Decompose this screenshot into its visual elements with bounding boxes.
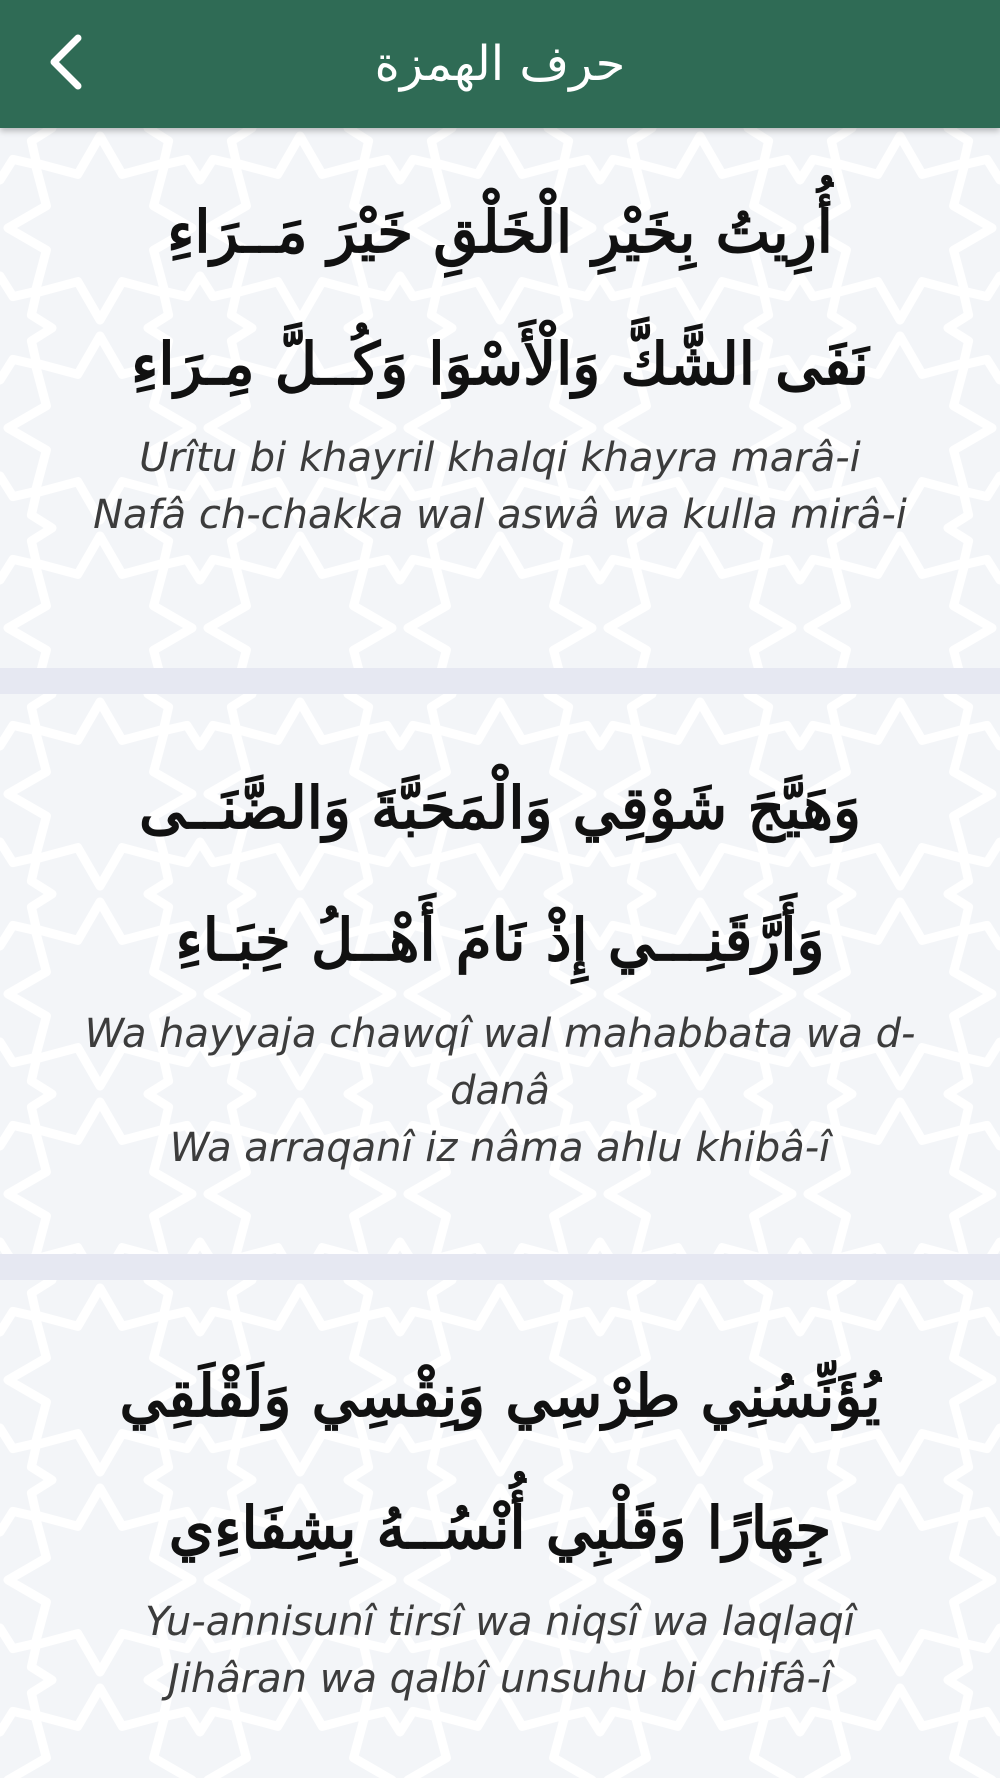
transliteration-line: Urîtu bi khayril khalqi khayra marâ-i: [139, 435, 861, 481]
arabic-verse-line: نَفَى الشَّكَّ وَالْأَسْوَا وَكُــلَّ مِـرَاءِ: [131, 330, 869, 398]
transliteration-line: Wa arraqanî iz nâma ahlu khibâ-î: [169, 1125, 831, 1171]
verse-card: [0, 128, 1000, 668]
arabic-verse-line: يُؤَنِّسُنِي طِرْسِي وَنِقْسِي وَلَقْلَقِي: [119, 1362, 881, 1430]
transliteration-line: Jihâran wa qalbî unsuhu bi chifâ-î: [167, 1656, 833, 1702]
verse-card: [0, 1280, 1000, 1778]
app-header: [0, 0, 1000, 128]
verse-list[interactable]: [0, 128, 1000, 1778]
transliteration: [0, 1006, 1000, 1177]
arabic-verse-line: وَهَيَّجَ شَوْقِي وَالْمَحَبَّةَ وَالضَّنَــى: [138, 774, 862, 842]
page-title: حرف الهمزة: [374, 36, 626, 92]
arabic-verse-line: أُرِيتُ بِخَيْرِ الْخَلْقِ خَيْرَ مَــرَاءِ: [167, 198, 833, 266]
arabic-verse-line: وَأَرَّقَنِـــي إِذْ نَامَ أَهْــلُ خِبَـاءِ: [175, 906, 825, 974]
divider: [0, 668, 1000, 694]
transliteration-line: Nafâ ch-chakka wal aswâ wa kulla mirâ-i: [93, 492, 907, 538]
divider: [0, 1254, 1000, 1280]
transliteration: [0, 1594, 1000, 1708]
transliteration-line: Yu-annisunî tirsî wa niqsî wa laqlaqî: [145, 1599, 855, 1645]
verse-card: [0, 694, 1000, 1254]
arabic-verse-line: جِهَارًا وَقَلْبِي أُنْسُــهُ بِشِفَاءِي: [168, 1494, 832, 1562]
transliteration-line: Wa hayyaja chawqî wal mahabbata wa d-danâ: [84, 1011, 916, 1114]
transliteration: [0, 430, 1000, 544]
